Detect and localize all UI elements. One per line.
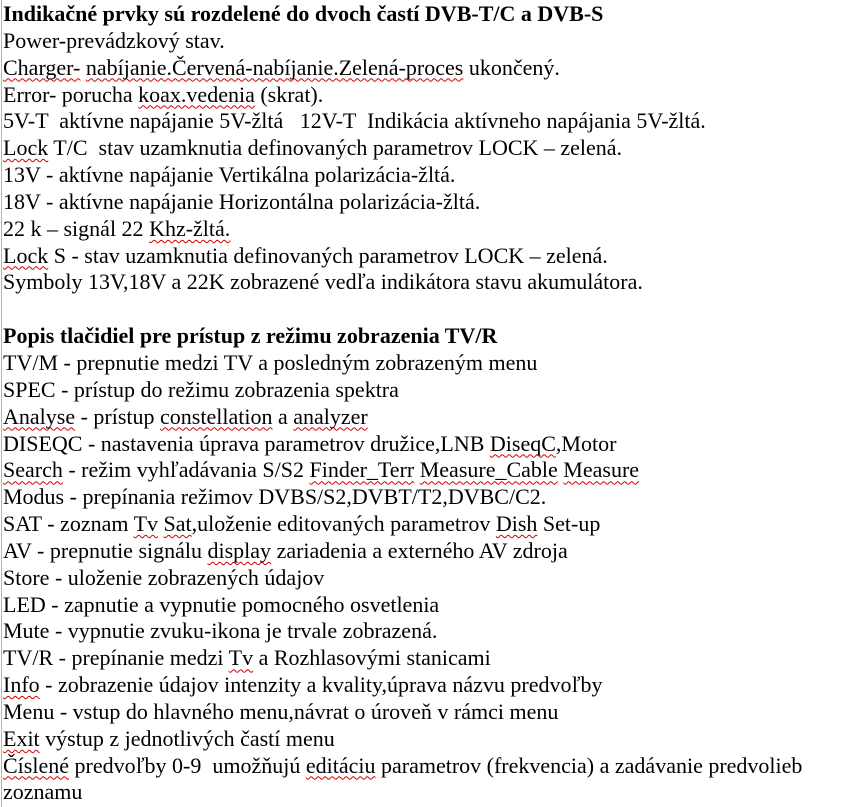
text-segment: ,Motor: [555, 430, 617, 456]
text-segment: S - stav uzamknutia definovaných parametrov LOCK – zelená.: [48, 242, 608, 268]
text-line: [3, 779, 853, 806]
text-line: [3, 269, 853, 296]
misspelled-word: Finder_Terr: [309, 457, 415, 483]
text-line: [3, 404, 853, 431]
text-segment: TV/M - prepnutie medzi TV a posledným zobrazeným menu: [3, 349, 538, 375]
text-line: [3, 484, 853, 511]
text-segment: Set-up: [537, 511, 601, 537]
text-line: [3, 565, 853, 592]
text-line: [3, 726, 853, 753]
text-line: [3, 135, 853, 162]
text-segment: a Rozhlasovými stanicami: [253, 645, 491, 671]
text-segment: ,uloženie editovaných parametrov: [191, 511, 496, 537]
misspelled-word: Charger-: [3, 54, 81, 80]
text-line: [3, 350, 853, 377]
text-segment: zariadenia a externého AV zdroja: [271, 537, 568, 563]
text-segment: SPEC - prístup do režimu zobrazenia spektra: [3, 376, 399, 402]
text-segment: Mute - vypnutie zvuku-ikona je trvale zobrazená.: [3, 618, 438, 644]
text-segment: 13V - aktívne napájanie Vertikálna polarizácia-žltá.: [3, 162, 456, 188]
text-segment: ukončený.: [463, 54, 560, 80]
misspelled-word: Tv: [228, 645, 254, 671]
misspelled-word: nabíjanie.Červená-nabíjanie.Zelená-proces: [85, 54, 464, 80]
text-segment: 18V - aktívne napájanie Horizontálna polarizácia-žltá.: [3, 188, 481, 214]
misspelled-word: Tv: [133, 511, 159, 537]
text-segment: a: [272, 403, 294, 429]
text-line: [3, 189, 853, 216]
misspelled-word: Analyse: [3, 403, 76, 429]
text-segment: DISEQC - nastavenia úprava parametrov družice,LNB: [3, 430, 490, 456]
text-segment: - zobrazenie údajov intenzity a kvality,úprava názvu predvoľby: [39, 672, 603, 698]
text-segment: AV - prepnutie signálu: [3, 537, 208, 563]
text-segment: 5V-T aktívne napájanie 5V-žltá 12V-T Indikácia aktívneho napájania 5V-žltá.: [3, 108, 706, 134]
text-segment: zoznamu: [3, 779, 83, 805]
text-segment: TV/R - prepínanie medzi: [3, 645, 229, 671]
misspelled-word: display: [207, 537, 272, 563]
text-segment: SAT - zoznam: [3, 511, 134, 537]
text-segment: - režim vyhľadávania S/S2: [62, 457, 310, 483]
text-segment: predvoľby 0-9 umožňujú: [69, 752, 306, 778]
text-line: [3, 699, 853, 726]
text-segment: LED - zapnutie a vypnutie pomocného osvetlenia: [3, 591, 440, 617]
misspelled-word: Sat: [163, 511, 192, 537]
text-line: [3, 28, 853, 55]
misspelled-word: Measure_Cable: [419, 457, 558, 483]
text-line: [3, 162, 853, 189]
text-segment: Power-prevádzkový stav.: [3, 27, 225, 53]
misspelled-word: Measure: [563, 457, 640, 483]
text-segment: Modus - prepínania režimov DVBS/S2,DVBT/T2,DVBC/C2.: [3, 484, 547, 510]
text-line: [3, 216, 853, 243]
document-body: [3, 1, 853, 806]
text-line: [3, 511, 853, 538]
text-line: [3, 82, 853, 109]
text-line: [3, 672, 853, 699]
text-segment: Popis tlačidiel pre prístup z režimu zobrazenia TV/R: [3, 323, 498, 349]
text-line: [3, 645, 853, 672]
page-left-border: [1, 0, 2, 807]
misspelled-word: Khz-žltá.: [149, 215, 231, 241]
text-segment: (skrat).: [254, 81, 324, 107]
text-segment: Indikačné prvky sú rozdelené do dvoch častí DVB-T/C a DVB-S: [3, 1, 604, 26]
text-line: [3, 457, 853, 484]
heading-line: [3, 323, 853, 350]
misspelled-word: Lock: [3, 135, 49, 161]
text-line: [3, 108, 853, 135]
text-segment: parametrov (frekvencia) a zadávanie predvolieb: [375, 752, 803, 778]
text-line: [3, 618, 853, 645]
text-line: [3, 431, 853, 458]
text-segment: T/C stav uzamknutia definovaných parametrov LOCK – zelená.: [48, 135, 623, 161]
text-segment: Store - uloženie zobrazených údajov: [3, 564, 325, 590]
misspelled-word: Info: [3, 672, 40, 698]
misspelled-word: DiseqC: [489, 430, 556, 456]
misspelled-word: editáciu: [305, 752, 376, 778]
heading-line: [3, 1, 853, 28]
text-line: [3, 753, 853, 780]
text-segment: Error- porucha: [3, 81, 139, 107]
misspelled-word: Číslené: [3, 752, 69, 778]
text-segment: 22 k – signál 22: [3, 215, 150, 241]
text-line: [3, 243, 853, 270]
text-line: [3, 55, 853, 82]
text-line: [3, 538, 853, 565]
misspelled-word: Lock: [3, 242, 49, 268]
text-segment: - prístup: [75, 403, 161, 429]
text-segment: Symboly 13V,18V a 22K zobrazené vedľa indikátora stavu akumulátora.: [3, 269, 643, 295]
text-line: [3, 296, 853, 323]
misspelled-word: Search: [3, 457, 63, 483]
misspelled-word: Dish: [495, 511, 538, 537]
text-line: [3, 377, 853, 404]
text-segment: výstup z jednotlivých častí menu: [39, 725, 335, 751]
misspelled-word: Exit: [3, 725, 40, 751]
misspelled-word: constellation: [160, 403, 273, 429]
misspelled-word: analyzer: [293, 403, 368, 429]
text-line: [3, 592, 853, 619]
text-segment: Menu - vstup do hlavného menu,návrat o úroveň v rámci menu: [3, 698, 559, 724]
misspelled-word: koax.vedenia: [138, 81, 255, 107]
